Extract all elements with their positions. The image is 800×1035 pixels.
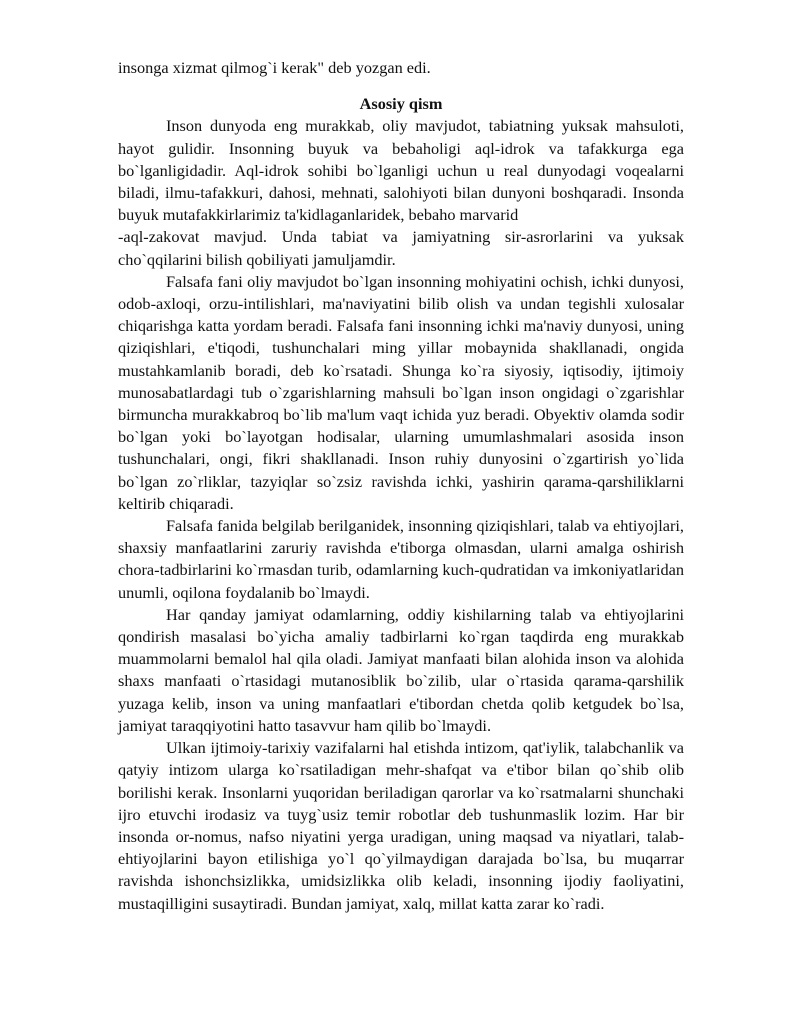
document-body bbox=[118, 57, 684, 915]
paragraph-2: Falsafa fani oliy mavjudot bo`lgan insonning mohiyatini ochish, ichki dunyosi, odob-axloqi, orzu-intilishlari, ma'naviyatini bilib olish va undan tegishli xulosalar chiqarishga katta yordam beradi. Falsafa fani insonning ichki ma'naviy dunyosi, uning qiziqishlari, e'tiqodi, tushunchalari ming yillar mobaynida shakllanadi, ongida mustahkamlanib boradi, deb ko`rsatadi. Shunga ko`ra siyosiy, iqtisodiy, ijtimoiy munosabatlardagi tub o`zgarishlarning mahsuli bo`lgan inson ongidagi o`zgarishlar birmuncha murakkabroq bo`lib ma'lum vaqt ichida yuz beradi. Obyektiv olamda sodir bo`lgan yoki bo`layotgan hodisalar, ularning umumlashmalari asosida inson tushunchalari, ongi, fikri shakllanadi. Inson ruhiy dunyosini o`zgartirish yo`lida bo`lgan zo`rliklar, tazyiqlar so`zsiz ravishda ichki, yashirin qarama-qarshiliklarni keltirib chiqaradi. bbox=[118, 271, 684, 513]
paragraph-1-continuation: -aql-zakovat mavjud. Unda tabiat va jamiyatning sir-asrorlarini va yuksak cho`qqilarini bilish qobiliyati jamuljamdir. bbox=[118, 227, 684, 269]
section-heading: Asosiy qism bbox=[359, 94, 443, 114]
lead-line: insonga xizmat qilmog`i kerak" deb yozgan edi. bbox=[118, 58, 431, 77]
paragraph-4: Har qanday jamiyat odamlarning, oddiy kishilarning talab va ehtiyojlarini qondirish masalasi bo`yicha amaliy tadbirlarni ko`rgan taqdirda eng murakkab muammolarni bemalol hal qila oladi. Jamiyat manfaati bilan alohida inson va alohida shaxs manfaati o`rtasidagi mutanosiblik bo`zilib, ular o`rtasida qarama-qarshilik yuzaga kelib, inson va uning manfaatlari e'tibordan chetda qolib ketgudek bo`lsa, jamiyat taraqqiyotini hatto tasavvur ham qilib bo`lmaydi. bbox=[118, 604, 684, 735]
paragraph-3: Falsafa fanida belgilab berilganidek, insonning qiziqishlari, talab va ehtiyojlari, shaxsiy manfaatlarini zaruriy ravishda e'tiborga olmasdan, ularni amalga oshirish chora-tadbirlarini ko`rmasdan turib, odamlarning kuch-qudratidan va imkoniyatlaridan unumli, oqilona foydalanib bo`lmaydi. bbox=[118, 516, 684, 602]
paragraph-1: Inson dunyoda eng murakkab, oliy mavjudot, tabiatning yuksak mahsuloti, hayot gulidir. Insonning buyuk va bebaholigi aql-idrok va tafakkurga ega bo`lganligidadir. Aql-idrok sohibi bo`lganligi uchun u real dunyodagi voqealarni biladi, ilmu-tafakkuri, dahosi, mehnati, salohiyoti bilan dunyoni boshqaradi. Insonda buyuk mutafakkirlarimiz ta'kidlaganlaridek, bebaho marvarid bbox=[118, 116, 684, 225]
paragraph-5: Ulkan ijtimoiy-tarixiy vazifalarni hal etishda intizom, qat'iylik, talabchanlik va qatyiy intizom ularga ko`rsatiladigan mehr-shafqat va e'tibor bilan qo`shib olib borilishi kerak. Insonlarni yuqoridan beriladigan qarorlar va ko`rsatmalarni shunchaki ijro etuvchi irodasiz va tuyg`usiz temir robotlar deb tushunmaslik lozim. Har bir insonda or-nomus, nafso niyatini yerga uradigan, uning maqsad va niyatlari, talab-ehtiyojlarini bayon etilishiga yo`l qo`yilmaydigan darajada bo`lsa, bu muqarrar ravishda ishonchsizlikka, umidsizlikka olib keladi, insonning ijodiy faoliyatini, mustaqilligini susaytiradi. Bundan jamiyat, xalq, millat katta zarar ko`radi. bbox=[118, 738, 684, 913]
